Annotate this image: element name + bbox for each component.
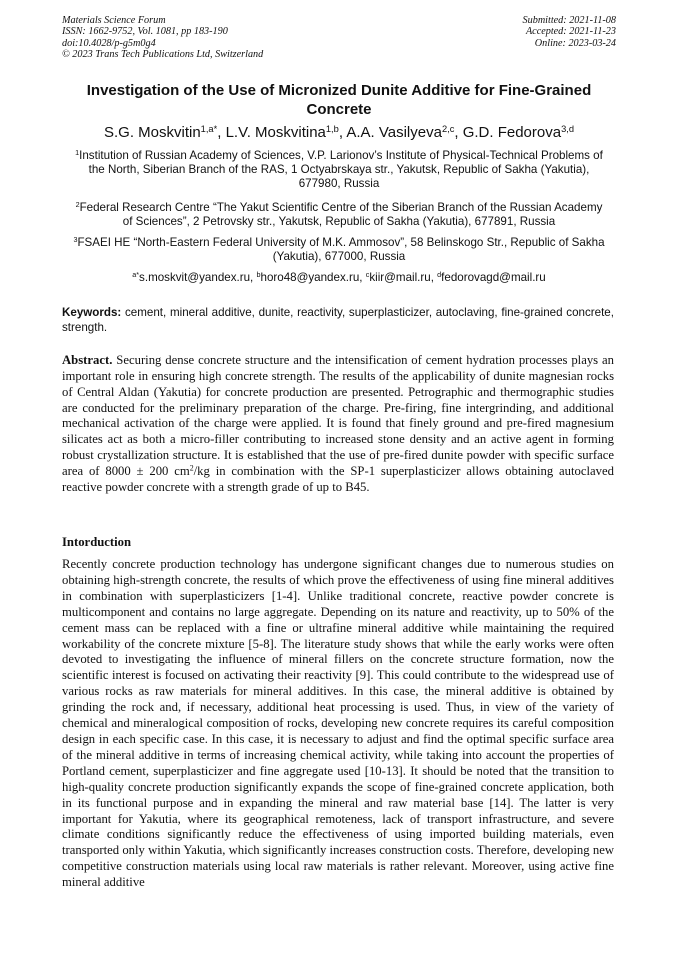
affiliation-1: $^1$Institution of Russian Academy of Sciences, V.P. Larionov’s Institute of Physical-Technical Problems of the North, Siberian Branch of the RAS, 1 Octyabrskaya str., Yakutsk, Republic of Sakha (Yakutia), 677980, Russia [75, 148, 603, 191]
author: G.D. Fedorova$^{3,d}$ [462, 123, 575, 141]
email-link[interactable]: $^b$horo48@yandex.ru [256, 270, 360, 284]
paper-title: Investigation of the Use of Micronized Dunite Additive for Fine-Grained Concrete [86, 82, 592, 118]
introduction-text: Recently concrete production technology has undergone significant changes due to numerous studies on obtaining high-strength concrete, the results of which prove the effectiveness of using fine mineral additives in combination with superplasticizers [1-4]. Unlike traditional concrete, reactive powder concrete is multicomponent and contains no large aggregate. Depending on its nature and reactivity, up to 50% of the cement mass can be replaced with a fine or ultrafine mineral additive while maintaining the required workability of the concrete mixture [5-8]. The literature study shows that while the early works were often devoted to investigating the influence of mineral fillers on the concrete structure formation, now the scientific interest is focused on activating their reactivity [9]. This could contribute to the widespread use of various rocks as raw materials for mineral additives. In this case, the mineral additive is obtained by grinding the rock and, if necessary, additional heat processing is used. Thus, in view of the variety of chemical and mineralogical composition of rocks, developing new concrete requires its careful composition design in each specific case. In this case, it is necessary to adjust and find the optimal specific surface area of the mineral additive in terms of increasing chemical activity, while taking into account the properties of Portland cement, superplasticizer and fine aggregate used [10-13]. It should be noted that the transition to high-quality concrete production significantly expands the scope of fine-grained concrete application, both in its functional purpose and in expanding the mineral and raw material base [14]. The latter is very important for Yakutia, where its geographical remoteness, lack of transport infrastructure, and severe climate conditions significantly reduce the effectiveness of using imported building materials, even transported only within Yakutia, which significantly increases construction costs. Therefore, developing new competitive construction materials using local raw materials is rather relevant. Moreover, using active fine mineral additive [62, 557, 614, 890]
author-emails: $^{a*}$s.moskvit@yandex.ru, $^b$horo48@yandex.ru, $^c$kiir@mail.ru, $^d$fedorovagd@mail.ru [132, 270, 546, 284]
keywords [62, 306, 614, 335]
author: S.G. Moskvitin$^{1,a*}$, [103, 123, 226, 141]
accepted-date: Accepted: 2021-11-23 [525, 26, 616, 38]
journal-doi[interactable]: doi:10.4028/p-g5m0g4 [62, 37, 156, 49]
author-list [40, 124, 638, 142]
email-link[interactable]: $^{a*}$s.moskvit@yandex.ru [132, 270, 251, 284]
abstract: Abstract. Securing dense concrete structure and the intensification of cement hydration processes plays an important role in ensuring high concrete strength. The results of the applicability of dunite magnesian rocks of Central Aldan (Yakutia) for concrete production are presented. Petrographic and thermographic studies are conducted for the preliminary preparation of the charge. Pre-firing, fine intergrinding, and additional mechanical activation of the charge were applied. It is found that finely ground and pre-fired magnesium silicates act as both a micro-filler contributing to increased stone density and an active agent in forming robust crystallization structure. It is established that the use of pre-fired dunite powder with specific surface area of 8000 ± 200 $cm^2/kg$ in combination with the SP-1 superplasticizer allows obtaining autoclaved reactive powder concrete with a strength grade of up to B45. [62, 353, 614, 494]
submitted-date: Submitted: 2021-11-08 [522, 15, 616, 26]
keywords-text: cement, mineral additive, dunite, reactivity, superplasticizer, autoclaving, fine-grained concrete, strength. [62, 306, 614, 334]
email-link[interactable]: $^d$fedorovagd@mail.ru [437, 270, 546, 284]
section-heading: Intorduction [62, 535, 132, 549]
affiliation-2: $^2$Federal Research Centre “The Yakut Scientific Centre of the Siberian Branch of the Russian Academy of Sciences”, 2 Petrovsky str., Yakutsk, Republic of Sakha (Yakutia), 677891, Russia [75, 200, 603, 229]
journal-info [62, 15, 263, 61]
email-link[interactable]: $^c$kiir@mail.ru [365, 270, 431, 284]
author: A.A. Vasilyeva$^{2,c}$, [346, 123, 463, 141]
journal-issn: ISSN: 1662-9752, Vol. 1081, pp 183-190 [62, 26, 228, 38]
journal-name: Materials Science Forum [62, 15, 166, 26]
journal-copyright: © 2023 Trans Tech Publications Ltd, Switzerland [62, 49, 264, 61]
affiliation-3: $^3$FSAEI HE “North-Eastern Federal University of M.K. Ammosov”, 58 Belinskogo Str., Republic of Sakha (Yakutia), 677000, Russia [73, 235, 605, 264]
keywords-label: Keywords: [62, 306, 122, 319]
submission-dates [523, 15, 616, 49]
author: L.V. Moskvitina$^{1,b}$, [225, 123, 347, 141]
online-date: Online: 2023-03-24 [534, 37, 616, 49]
abstract-label: Abstract. [62, 353, 113, 367]
